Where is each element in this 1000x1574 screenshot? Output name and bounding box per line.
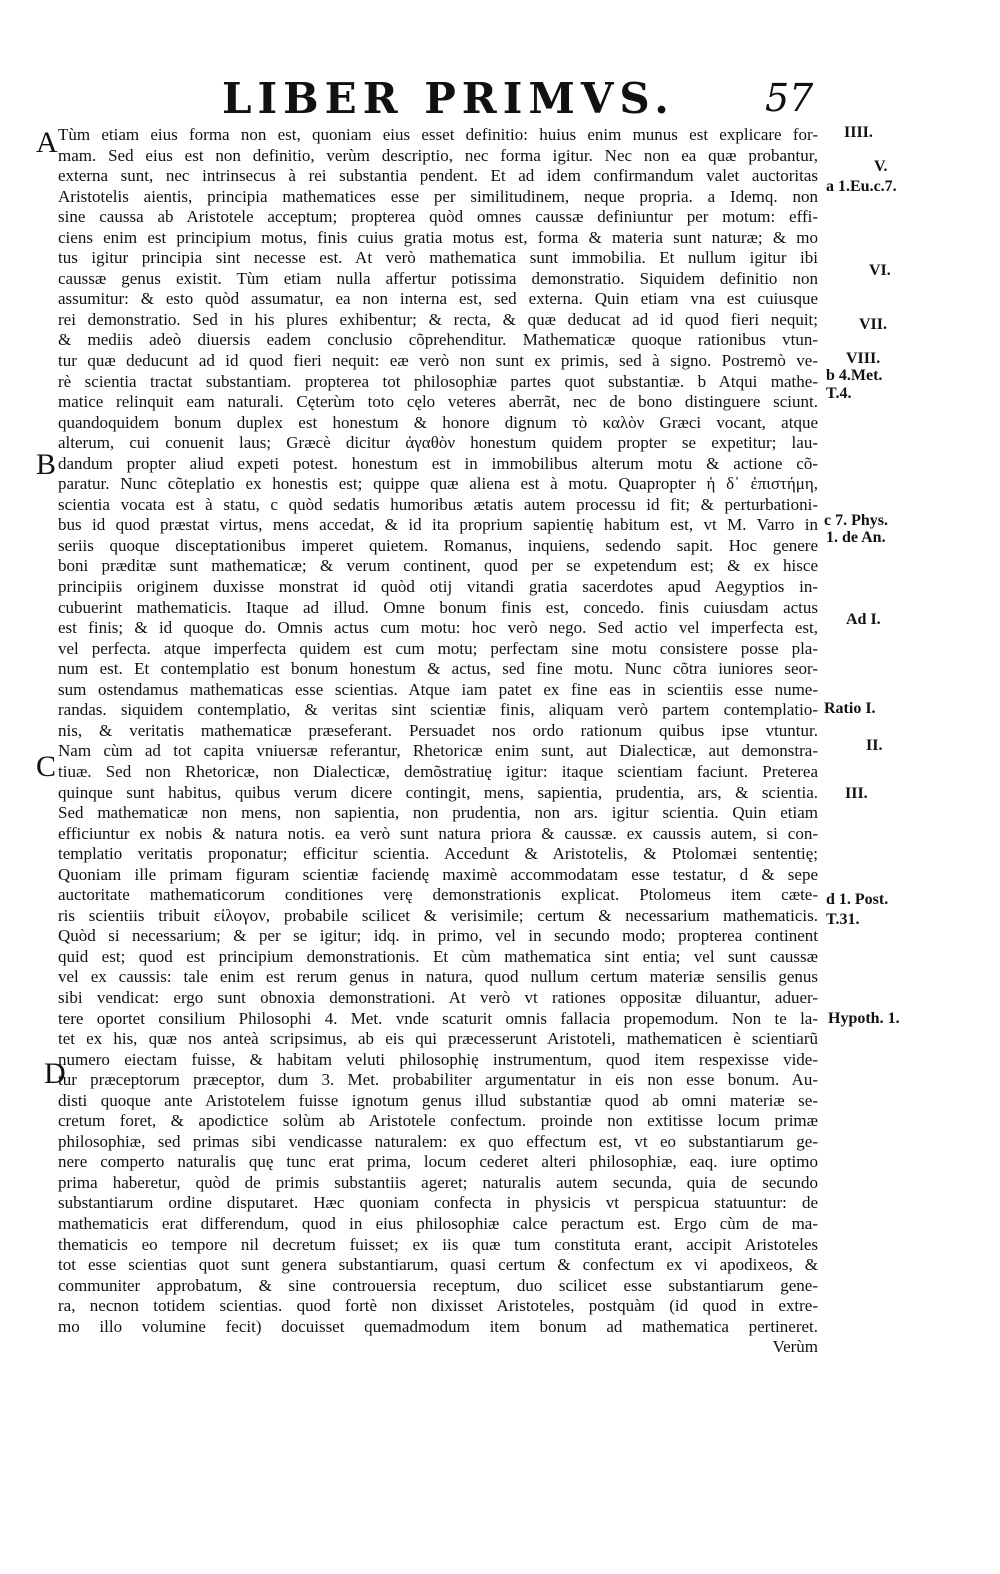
text-line: substantiarum ordine disputaret. Hæc quoniam confecta in physicis vt perspicua statuuntur: de (58, 1193, 818, 1213)
text-line: mo illo volumine fecit) docuisset quemadmodum item bonum ad mathematica pertineret. (58, 1316, 818, 1336)
text-line: Verùm (772, 1337, 818, 1357)
text-line: tot esse scientias quot sunt genera substantiarum, quasi certum & confectum ex vi apodixeos, & (58, 1255, 818, 1275)
margin-note: VII. (859, 316, 888, 333)
margin-note: b 4.Met. (826, 367, 883, 384)
text-line: vel ex caussis: tale enim est rerum genus in natura, quod nullum certum materiæ sensilis genus (58, 967, 818, 987)
text-line: alterum, cui conuenit laus; Græcè dicitur ἀγαθὸν honestum quidem propter se expetitur; lau- (58, 433, 818, 453)
text-line: prima haberetur, quòd de primis substantiis ageret; naturalis autem secunda, quia de secundo (58, 1172, 818, 1192)
margin-note: d 1. Post. (826, 891, 889, 908)
text-line: disti quoque ante Aristotelem fuisse ignotum genus illud substantiæ quod ab omni materiæ se- (58, 1090, 818, 1110)
text-line: Sed mathematicæ non mens, non sapientia, non prudentia, non ars. igitur scientia. Quin etiam (58, 803, 818, 823)
text-line: vel perfecta. atque imperfecta quidem est cum motu; perfectam sine motu consistere posse pla- (58, 638, 818, 658)
text-line: quinque sunt habitus, quibus verum dicere contingit, mens, sapientia, prudentia, ars, & scientia. (58, 782, 818, 802)
text-line: tiuæ. Sed non Rhetoricæ, non Dialecticæ, demõstratiuę igitur: itaque scientiam faciunt. Preterea (58, 761, 818, 781)
text-line: mathematicis erat differendum, quod in eius philosophiæ calce peractum est. Ergo cùm de ma- (58, 1213, 818, 1233)
text-line: boni præditæ sunt mathematicæ; & verum continent, quod per se expetendum est; & ex hisce (58, 556, 818, 576)
text-line: Tùm etiam eius forma non est, quoniam eius esset definitio: huius enim munus est explicare for- (58, 125, 818, 144)
text-line: mam. Sed eius est non definitio, verùm descriptio, nec forma igitur. Nec non ea quæ probantur, (58, 145, 818, 165)
text-line: ris scientiis tribuit εἰλογον, probabile scilicet & verisimile; certum & necessarium mathematicis. (58, 905, 818, 925)
text-line: tus igitur principia sint necesse est. At verò mathematica sunt immobilia. Et nullum igitur ibi (58, 248, 818, 268)
text-line: quid est; quod est principium demonstrationis. Et cùm mathematica sint entia; vel sunt caussæ (58, 946, 818, 966)
text-line: templatio veritatis proponatur; efficitur scientia. Accedunt & Aristotelis, & Ptolomæi sententię; (58, 844, 818, 864)
text-line: seriis quoque disceptationibus imperet quietem. Romanus, inquiens, sedendo sapit. Hoc genere (58, 535, 818, 555)
text-line: Aristotelis aientis, principia mathematices esse per similitudinem, neque propria. a Idemq. non (58, 186, 818, 206)
text-line: sum ostendamus mathematicas esse scientias. Atque iam patet ex fine eas in scientiis esse nume- (58, 679, 818, 699)
text-line: philosophiæ, sed primas sibi vendicasse naturalem: ex quo effectum est, vt eo substantiarum ge- (58, 1131, 818, 1151)
text-line: cubuerint mathematicis. Itaque ad illud. Omne bonum finis est, concedo. finis cuiusdam actus (58, 597, 818, 617)
margin-note: VIII. (846, 350, 881, 367)
text-line: num est. Et contemplatio est bonum honestum & actus, sed fine motu. Nunc cõtra iuniores seor- (58, 659, 818, 679)
margin-note: V. (874, 158, 888, 175)
text-line: rè scientia tractat substantiam. propterea tot philosophiæ partes quot substantiæ. b Atqui mathe- (58, 371, 818, 391)
text-line: dandum propter aliud expeti potest. honestum est in immobilibus alterum motu & actione cõ- (58, 453, 818, 473)
text-line: scientia vocata est à statu, c quòd sedatis humoribus ætatis autem processu id fit; & perturbationi- (58, 494, 818, 514)
text-line: principiis originem duxisse monstrat id quòd otij vitandi gratia sacerdotes apud Aegyptios in- (58, 577, 818, 597)
text-line: randas. siquidem contemplatio, & veritas sint scientiæ finis, aliquam verò partem contemplatio- (58, 700, 818, 720)
text-line: tur præceptorum præceptor, dum 3. Met. probabiliter argumentatur in eis non esse bonum. Au- (58, 1070, 818, 1090)
body-text (58, 125, 818, 1358)
text-line: sine caussa ab Aristotele acceptum; propterea quòd omnes caussæ definiuntur per motum: effi- (58, 207, 818, 227)
running-title: LIBER PRIMVS. (222, 74, 675, 123)
text-line: paratur. Nunc cõteplatio ex honestis est; quippe quæ aliena est à motu. Quapropter ἡ δ᾽ ἐπιστήμη, (58, 474, 818, 494)
margin-note: VI. (869, 262, 891, 279)
text-line: quandoquidem bonum duplex est honestum & honore dignum τὸ καλὸν Græci vocant, atque (58, 412, 818, 432)
margin-note: III. (845, 785, 868, 802)
text-line: efficiuntur ex nobis & natura notis. ea verò sunt natura priora & caussæ. ex caussis autem, si con- (58, 823, 818, 843)
text-line: tet ex his, quæ nos anteà scripsimus, ab eis qui præcesserunt Aristoteli, mathematicen è scientiarũ (58, 1029, 818, 1049)
text-line: tur quæ deducunt ad id quod fieri nequit: eæ verò non sunt ex primis, sed à signo. Postremò ve- (58, 351, 818, 371)
text-line: est finis; & id quoque do. Omnis actus cum motu: hoc verò nego. Sed actio vel imperfecta est, (58, 618, 818, 638)
margin-note: Hypoth. 1. (828, 1010, 900, 1027)
text-line: numero eiectam fuisse, & habitam veluti philosophię instrumentum, quod item respexisse vide- (58, 1049, 818, 1069)
text-line: rei demonstratio. Sed in his plures exhibentur; & recta, & quæ deducat ad id quod fieri nequit; (58, 309, 818, 329)
margin-note: Ad I. (846, 611, 881, 628)
text-line: bus id quod præstat virtus, mens accedat, & id ita proprium sapientię habitum est, vt M. Varro in (58, 515, 818, 535)
text-line: & mediis adeò diuersis eadem conclusio cõprehenditur. Mathematicæ quoque rationibus vtun- (58, 330, 818, 350)
margin-note: T.31. (826, 911, 860, 928)
margin-note: T.4. (826, 385, 852, 402)
section-letter-b: B (36, 448, 57, 481)
text-line: nis, & veritatis mathematicæ præseferant. Persuadet nos ordo rationum quibus ipse vtuntur. (58, 720, 818, 740)
text-line: Quoniam ille primam figuram scientiæ faciendę maximè accommodatam esse testatur, d & sepe (58, 864, 818, 884)
text-line: caussæ genus existit. Tùm etiam nulla affertur potissima demonstratio. Siquidem definitio non (58, 268, 818, 288)
text-line: Nam cùm ad tot capita vniuersæ referantur, Rhetoricæ enim sunt, aut Dialecticæ, aut demonstra- (58, 741, 818, 761)
text-line: nere comperto naturalis quę tunc erat prima, locum cederet alteri philosophiæ, eaq. iure optimo (58, 1152, 818, 1172)
section-letter-a: A (36, 126, 58, 159)
text-line: assumitur: & esto quòd assumatur, ea non interna est, sed externa. Quin etiam vna est cuiusque (58, 289, 818, 309)
section-letter-d: D (44, 1057, 66, 1090)
text-line: matice relinquit eam naturali. Cęterùm toto cęlo veteres aberrãt, nec de bono distinguere sciunt. (58, 392, 818, 412)
text-line: Quòd si necessarium; & per se igitur; idq. in primo, vel in secundo modo; propterea continent (58, 926, 818, 946)
margin-note: II. (866, 737, 883, 754)
text-line: cretum foret, & apodictice solùm ab Aristotele confectum. proinde non extitisse locum primæ (58, 1111, 818, 1131)
text-line: communiter approbatum, & sine controuersia receptum, duo scilicet esse substantiarum gene- (58, 1275, 818, 1295)
margin-note: 1. de An. (826, 529, 886, 546)
margin-note: IIII. (844, 124, 873, 141)
margin-note: a 1.Eu.c.7. (826, 178, 897, 195)
text-line: sibi vendicat: ergo sunt obnoxia demonstrationi. At verò vt rationes oppositæ diluantur, aduer- (58, 987, 818, 1007)
text-line: ra, necnon totidem scientias. quod fortè non dixisset Aristoteles, postquàm (id quod in extre- (58, 1296, 818, 1316)
text-line: externa sunt, nec intrinsecus à rei substantia pendent. Et ad idem confirmandum valet auctoritas (58, 166, 818, 186)
page-number: 57 (765, 76, 814, 120)
margin-note: c 7. Phys. (824, 512, 888, 529)
text-line: auctoritate mathematicorum conditiones verę demonstrationis explicat. Ptolomeus item cæte- (58, 885, 818, 905)
text-line: tere oportet consilium Philosophi 4. Met. vnde scaturit omnis fallacia propemodum. Non te la- (58, 1008, 818, 1028)
text-line: ciens enim est principium motus, finis cuius gratia motus est, forma & materia sunt naturæ; & mo (58, 227, 818, 247)
section-letter-c: C (36, 750, 57, 783)
margin-note: Ratio I. (824, 700, 876, 717)
text-line: thematicis eo tempore nil decretum fuisset; ex iis quæ tum constituta erant, accipit Aristoteles (58, 1234, 818, 1254)
